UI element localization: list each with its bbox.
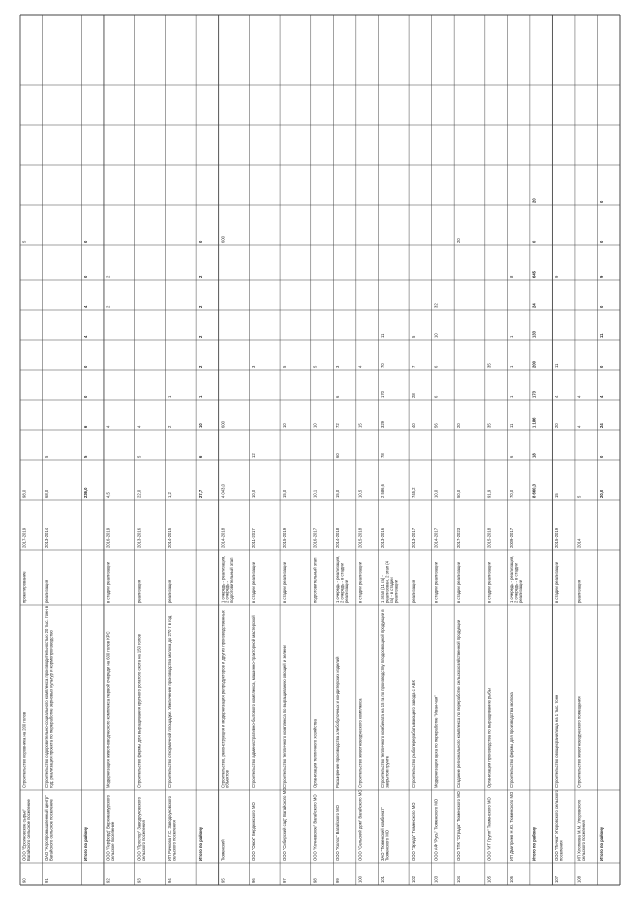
project-period: 2015-2019: [554, 527, 560, 548]
project-cost: 4,5: [105, 492, 111, 498]
value-cell: 0: [599, 240, 605, 243]
project-jobs: 60: [335, 453, 341, 458]
value-cell: 20: [455, 423, 461, 428]
value-cell: 2: [197, 305, 203, 308]
value-cell: 2: [167, 425, 173, 428]
value-cell: 1: [197, 395, 203, 398]
project-period: 2014-2018: [220, 527, 226, 548]
project-period: 2016-2017: [312, 527, 318, 548]
project-cost: 4 043,0: [220, 484, 226, 498]
project-status: реализация: [167, 579, 173, 603]
organization-name: ООО "Пичка" Упоровского сельскогопоселения: [554, 790, 564, 861]
organization-name: ОАО "Агропромышленный центр"Вагайского сельское поселение: [44, 795, 54, 861]
project-jobs: 5: [44, 455, 50, 458]
row-number: 105: [486, 876, 492, 883]
value-cell: 11: [554, 363, 560, 368]
row-number: 95: [220, 878, 226, 883]
project-description: Строительство фермы для выращивания крупного рогатого скота на 150 голов: [136, 634, 142, 788]
project-period: 2013-2016: [136, 527, 142, 548]
project-description: Строительство откормочной площадки. Увеличение производства молока до 270 т в год: [167, 615, 173, 788]
value-cell: 24: [531, 303, 537, 308]
value-cell: 20: [455, 238, 461, 243]
project-status: 1 очередь - реализация,2 очередь -подготовительный этап: [220, 555, 235, 603]
value-cell: 10: [197, 423, 203, 428]
value-cell: 2: [105, 305, 111, 308]
value-cell: 6: [433, 395, 439, 398]
organization-name: ЗАО "Тюменский комбинат"Тюменского МО: [380, 807, 390, 861]
row-number: 94: [167, 878, 173, 883]
project-cost: 5: [576, 495, 582, 498]
value-cell: 10: [312, 423, 318, 428]
project-description: Организация тепличного хозяйства: [312, 719, 318, 788]
value-cell: 173: [531, 391, 537, 398]
project-cost: 22,0: [136, 489, 142, 498]
value-cell: 4: [599, 395, 605, 398]
value-cell: 0: [83, 240, 89, 243]
row-number: 92: [105, 878, 111, 883]
organization-name: ООО ТПК "Отрада" Тюменского МО: [455, 791, 461, 861]
value-cell: 6: [433, 365, 439, 368]
value-cell: 0: [83, 395, 89, 398]
value-cell: 0: [83, 365, 89, 368]
row-number: 91: [44, 878, 50, 883]
value-cell: 72: [335, 423, 341, 428]
project-jobs: 12: [251, 453, 257, 458]
project-description: Строительство коровника на 200 голов: [21, 711, 27, 788]
value-cell: 35: [486, 423, 492, 428]
value-cell: 10: [433, 333, 439, 338]
value-cell: 28: [410, 393, 416, 398]
project-cost: 15,0: [281, 489, 287, 498]
value-cell: 4: [105, 425, 111, 428]
row-number: 108: [576, 876, 582, 883]
value-cell: 20: [554, 423, 560, 428]
project-description: Расширение производства хлебобулочных и кондитерских изделий: [335, 656, 341, 788]
project-cost: 15,0: [335, 489, 341, 498]
project-description: Модернизация животноводческого комплекса первой очереди на 600 голов КРС: [105, 631, 111, 788]
organization-name: ООО "Ерсиновское сырье"Вагайского сельское поселение: [21, 799, 32, 861]
project-cost: 98,0: [21, 489, 27, 498]
project-description: Строительство тепличного комплекса по выращиванию овощей и зелени: [281, 645, 287, 788]
project-description: Модернизация цеха по переработке "Иван-чая": [433, 695, 439, 788]
project-cost: 2 586,6: [380, 484, 386, 498]
value-cell: 1: [167, 395, 173, 398]
value-cell: 4: [83, 305, 89, 308]
value-cell: 4: [136, 425, 142, 428]
value-cell: 5: [312, 365, 318, 368]
project-status: проектирование: [21, 571, 27, 603]
value-cell: 0: [531, 240, 537, 243]
value-cell: 15: [357, 423, 363, 428]
organization-name: ИП Рачкова Г.С. Заводоуковскогосельского поселения: [167, 796, 177, 861]
value-cell: 35: [486, 363, 492, 368]
project-cost: 10,1: [312, 489, 318, 498]
row-number: 100: [357, 876, 363, 883]
organization-name: ООО "Колос" Вагайского МО: [335, 805, 341, 861]
project-period: 2015-2018: [486, 527, 492, 548]
project-cost: 68,0: [44, 489, 50, 498]
project-period: 2014: [576, 538, 582, 548]
project-status: реализация: [410, 579, 416, 603]
value-cell: 40: [410, 423, 416, 428]
value-cell: 8: [509, 275, 515, 278]
project-cost: 15: [554, 493, 560, 498]
organization-name: ООО "Простор" Заводоуковскогосельского поселения: [136, 797, 146, 861]
row-number: 97: [281, 878, 287, 883]
project-cost: 10,0: [251, 489, 257, 498]
project-jobs: 78: [380, 453, 386, 458]
project-status: в стадии реализации: [554, 561, 560, 603]
value-cell: 7: [410, 365, 416, 368]
district-total-label: Итого по району: [197, 826, 203, 861]
value-cell: 0: [599, 365, 605, 368]
project-status: реализация: [44, 579, 50, 603]
project-status: 1 этап (11 га) -реализован, 2 этап (4га) - в стадииреализации: [380, 560, 399, 603]
organization-name: ООО "Омск" Бердюжского МО: [251, 802, 257, 861]
project-period: 2013-2016: [380, 527, 386, 548]
project-status: реализация: [576, 579, 582, 603]
project-period: 2011-2017: [251, 528, 257, 548]
value-cell: 3: [251, 365, 257, 368]
project-cost: 745,2: [410, 487, 416, 498]
row-number: 99: [335, 878, 341, 883]
project-cost: 50,0: [455, 489, 461, 498]
value-cell: 133: [531, 331, 537, 338]
project-jobs: 6: [197, 455, 203, 458]
row-number: 101: [380, 876, 386, 883]
value-cell: 170: [380, 391, 386, 398]
value-cell: 4: [554, 395, 560, 398]
project-status: в стадии реализации: [105, 561, 111, 603]
value-cell: 2: [197, 275, 203, 278]
organization-name: ИП Дмитриев Н.Ю. Тюменского МО: [509, 791, 515, 861]
project-description: Строительство тепличного комбината на 15 га по производству плодоовощной продукции взакрытом грунте: [380, 609, 390, 788]
project-description: Организация производства по выращиванию рыбы: [486, 688, 492, 788]
organization-name: ООО "Сибирский сад" Вагайского МО: [281, 787, 287, 861]
project-status: в стадии реализации: [357, 561, 363, 603]
value-cell: 5: [410, 335, 416, 338]
project-description: Создание регионального комплекса по переработке сельскохозяйственной продукции: [455, 619, 461, 788]
row-number: 98: [312, 878, 318, 883]
project-period: 2013-2014: [44, 527, 50, 548]
row-number: 104: [455, 876, 461, 883]
project-description: Строительство оздоровительно-социального комплекса производительностью 20 тыс. тонн вгод; реализация проекта по переработке зерновых культур и кормопроизводство: [44, 605, 54, 788]
project-description: Строительство овощехранилища на 1 тыс. тонн: [554, 694, 560, 788]
project-status: 1 очередь - реализация,2 очередь - в стадииреализации: [335, 555, 349, 603]
row-number: 102: [410, 876, 416, 883]
value-cell: 329: [380, 421, 386, 428]
value-cell: 32: [433, 303, 439, 308]
project-period: 2017-2023: [455, 527, 461, 548]
value-cell: 9: [554, 275, 560, 278]
value-cell: 2: [105, 275, 111, 278]
project-period: 2015-2019: [281, 527, 287, 548]
project-period: 2017-2019: [21, 527, 27, 548]
project-jobs: 18: [531, 453, 537, 458]
value-cell: 56: [433, 423, 439, 428]
project-jobs: 6: [509, 455, 515, 458]
organization-name: Тюменский: [220, 839, 226, 861]
value-cell: 20: [531, 198, 537, 203]
value-cell: 0: [599, 200, 605, 203]
value-cell: 600: [220, 421, 226, 428]
project-status: подготовительный этап: [312, 557, 318, 603]
organization-name: ООО "Сельский дом" Вагайского МО: [357, 789, 363, 861]
project-description: Строительство животноводческого комплекса: [357, 698, 363, 788]
project-cost: 236,0: [83, 487, 89, 498]
organization-name: ООО "Герфорд" Верхнеамурскогосельское поселение: [105, 794, 116, 861]
project-cost: 20,0: [599, 489, 605, 498]
value-cell: 2: [197, 335, 203, 338]
organization-name: ООО "ИТ Групп" Тюменского МО: [486, 797, 492, 861]
row-number: 107: [554, 876, 560, 883]
project-cost: 1,2: [167, 492, 173, 498]
value-cell: 10: [281, 423, 287, 428]
project-period: 2013-2017: [410, 527, 416, 548]
value-cell: 4: [357, 365, 363, 368]
project-description: Строительство рыбоперерабатывающего завода с АБК: [410, 680, 416, 788]
value-cell: 5: [281, 365, 287, 368]
project-description: Строительство фермы для производства молока: [509, 692, 515, 788]
project-cost: 10,5: [357, 489, 363, 498]
value-cell: 200: [531, 361, 537, 368]
project-description: Строительство, реконструкция и модернизация репродукторов и других производственныхобъектов: [220, 610, 230, 788]
value-cell: 24: [599, 423, 605, 428]
project-period: 2016-2019: [105, 527, 111, 548]
row-number: 93: [136, 878, 142, 883]
project-period: 2014-2015: [167, 527, 173, 548]
project-description: Строительство административно-бытового комплекса, машинно-тракторной мастерской: [251, 615, 257, 788]
project-period: 2014-2018: [335, 527, 341, 548]
project-jobs: 0: [599, 455, 605, 458]
row-number: 106: [509, 876, 515, 883]
project-cost: 27,7: [197, 489, 203, 498]
project-period: 2014-2017: [433, 527, 439, 548]
value-cell: 1: [509, 365, 515, 368]
row-number: 96: [251, 878, 257, 883]
project-cost: 10,0: [433, 489, 439, 498]
row-number: 103: [433, 876, 439, 883]
value-cell: 11: [599, 333, 605, 338]
project-status: в стадии реализации: [281, 561, 287, 603]
project-status: 1 очередь - реализация,2 очередь - в стадииреализации: [509, 555, 523, 603]
project-description: Строительство животноводческого помещения: [576, 696, 582, 788]
project-jobs: 5: [83, 455, 89, 458]
value-cell: 9: [599, 275, 605, 278]
organization-name: ООО "Эрида" Тюменского МО: [410, 802, 416, 861]
value-cell: 4: [83, 335, 89, 338]
value-cell: 0: [197, 240, 203, 243]
value-cell: 600: [220, 236, 226, 243]
district-total-label: Итого по району: [599, 826, 605, 861]
row-number: 90: [21, 878, 27, 883]
value-cell: 6: [335, 395, 341, 398]
table-grid: [20, 15, 620, 885]
project-jobs: 5: [136, 455, 142, 458]
value-cell: 11: [509, 423, 515, 428]
value-cell: 6: [83, 425, 89, 428]
project-status: реализация: [136, 579, 142, 603]
organization-name: ООО "Кочневское" Вагайского МО: [312, 794, 318, 861]
value-cell: 645: [531, 271, 537, 278]
value-cell: 1 186: [531, 417, 537, 428]
project-period: 2015-2018: [357, 527, 363, 548]
project-cost: 8 660,3: [531, 484, 537, 498]
organization-name: ООО АФ "Русь" Тюменского МО: [433, 798, 439, 861]
organization-name: ИП Хлопкова М.М. Упоровскогосельского поселения: [576, 799, 587, 861]
project-cost: 91,9: [486, 489, 492, 498]
value-cell: 4: [576, 425, 582, 428]
value-cell: 1: [509, 395, 515, 398]
project-status: в стадии реализации: [455, 561, 461, 603]
district-total-label: Итого по району: [531, 826, 537, 861]
value-cell: 1: [509, 335, 515, 338]
value-cell: 70: [380, 363, 386, 368]
project-status: в стадии реализации: [486, 561, 492, 603]
value-cell: 3: [335, 365, 341, 368]
value-cell: 11: [380, 333, 386, 338]
district-total-label: Итого по району: [83, 826, 89, 861]
value-cell: 2: [197, 365, 203, 368]
value-cell: 0: [83, 275, 89, 278]
project-period: 2009-2017: [509, 527, 515, 548]
project-status: в стадии реализации: [433, 561, 439, 603]
project-cost: 70,0: [509, 489, 515, 498]
value-cell: 0: [599, 305, 605, 308]
value-cell: 4: [576, 395, 582, 398]
value-cell: 5: [21, 240, 27, 243]
project-status: в стадии реализации: [251, 561, 257, 603]
